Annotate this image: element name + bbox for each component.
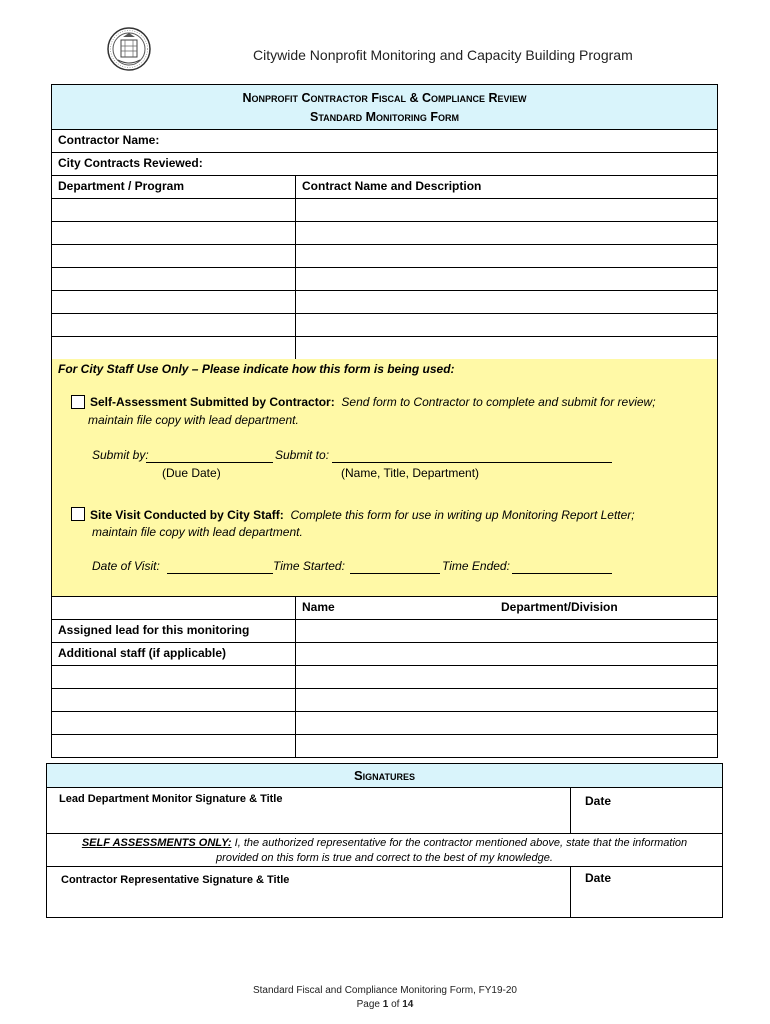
contractor-name-label: Contractor Name:: [58, 133, 160, 147]
date-of-visit-field[interactable]: [167, 573, 273, 574]
col-department-program: Department / Program: [52, 176, 296, 198]
assigned-lead-row: [52, 620, 717, 643]
self-only-label: SELF ASSESSMENTS ONLY:: [81, 837, 232, 849]
contract-description-cell[interactable]: [296, 314, 717, 336]
page-prefix: Page: [356, 999, 383, 1010]
signatures-title: Signatures: [47, 764, 722, 788]
monitoring-form: [51, 84, 718, 758]
staff-empty-row: [52, 735, 717, 757]
staff-header-cols: [296, 597, 717, 619]
page-current: 1: [382, 999, 389, 1010]
contract-row: [52, 337, 717, 359]
option1-text: Send form to Contractor to complete and submit for review;: [341, 395, 656, 409]
contracts-header-row: [52, 176, 717, 199]
time-started-field[interactable]: [350, 573, 440, 574]
staff-empty-cell[interactable]: [52, 735, 296, 757]
city-contracts-label: City Contracts Reviewed:: [58, 156, 203, 170]
statement-line2: provided on this form is true and correct to the best of my knowledge.: [216, 852, 553, 864]
time-started-label: Time Started:: [273, 559, 345, 573]
option2-label: Site Visit Conducted by City Staff:: [90, 508, 284, 522]
time-ended-field[interactable]: [512, 573, 612, 574]
site-visit-checkbox[interactable]: [71, 507, 85, 521]
date-of-visit-label: Date of Visit:: [92, 559, 160, 573]
staff-empty-cell[interactable]: [52, 689, 296, 711]
form-title-line2: Standard Monitoring Form: [310, 110, 459, 124]
contract-department-cell[interactable]: [52, 337, 296, 359]
contractor-signature-field[interactable]: [47, 867, 571, 917]
additional-staff-row: [52, 643, 717, 666]
staff-empty-cell[interactable]: [296, 666, 717, 688]
contractor-signature-row: [47, 867, 722, 917]
signatures-section: [46, 763, 723, 918]
additional-staff-field[interactable]: [296, 643, 717, 665]
staff-use-section: [52, 359, 717, 597]
contractor-date-label: Date: [585, 871, 612, 885]
additional-staff-label: Additional staff (if applicable): [52, 643, 296, 665]
contractor-date-field[interactable]: [571, 867, 722, 917]
contractor-signature-label: Contractor Representative Signature & Title: [61, 874, 290, 886]
contract-row: [52, 199, 717, 222]
city-seal-icon: [106, 24, 152, 74]
contract-department-cell[interactable]: [52, 245, 296, 267]
contract-department-cell[interactable]: [52, 268, 296, 290]
time-ended-label: Time Ended:: [442, 559, 510, 573]
statement-line1: I, the authorized representative for the contractor mentioned above, state that the information: [231, 837, 688, 849]
staff-header-blank: [52, 597, 296, 619]
contractor-name-row[interactable]: [52, 130, 717, 153]
lead-date-label: Date: [585, 794, 612, 808]
contract-row: [52, 245, 717, 268]
footer-page-number: [0, 999, 770, 1010]
col-name: Name: [302, 600, 335, 614]
city-contracts-row[interactable]: [52, 153, 717, 176]
col-contract-name: Contract Name and Description: [302, 179, 482, 193]
contract-row: [52, 314, 717, 337]
staff-header-row: [52, 597, 717, 620]
footer-form-name: Standard Fiscal and Compliance Monitoring Form, FY19-20: [252, 985, 517, 996]
form-title-line1: Nonprofit Contractor Fiscal & Compliance Review: [242, 91, 527, 105]
contract-row: [52, 291, 717, 314]
staff-empty-row: [52, 689, 717, 712]
contract-description-cell[interactable]: [296, 291, 717, 313]
submit-to-field[interactable]: [332, 462, 612, 463]
col-department-division: Department/Division: [501, 600, 618, 614]
staff-empty-cell[interactable]: [52, 712, 296, 734]
staff-empty-cell[interactable]: [52, 666, 296, 688]
form-title: [52, 85, 717, 130]
lead-signature-field[interactable]: [47, 788, 571, 833]
option2-text2: maintain file copy with lead department.: [92, 525, 303, 539]
contract-description-cell[interactable]: [296, 199, 717, 221]
page-of: of: [388, 999, 403, 1010]
lead-signature-row: [47, 788, 722, 834]
contract-description-cell[interactable]: [296, 245, 717, 267]
option2-text: Complete this form for use in writing up Monitoring Report Letter;: [290, 508, 635, 522]
contract-row: [52, 222, 717, 245]
self-assessment-statement: [47, 834, 722, 867]
due-date-hint: (Due Date): [162, 466, 221, 480]
lead-date-field[interactable]: [571, 788, 722, 833]
staff-empty-row: [52, 712, 717, 735]
contract-description-cell[interactable]: [296, 337, 717, 359]
option1-text2: maintain file copy with lead department.: [88, 413, 299, 427]
contract-department-cell[interactable]: [52, 291, 296, 313]
submit-by-label: Submit by:: [92, 448, 149, 462]
contract-department-cell[interactable]: [52, 314, 296, 336]
option1-label: Self-Assessment Submitted by Contractor:: [90, 395, 335, 409]
staff-empty-cell[interactable]: [296, 735, 717, 757]
assigned-lead-label: Assigned lead for this monitoring: [52, 620, 296, 642]
assigned-lead-field[interactable]: [296, 620, 717, 642]
page-total: 14: [402, 999, 414, 1010]
contract-description-cell[interactable]: [296, 222, 717, 244]
staff-empty-cell[interactable]: [296, 689, 717, 711]
contract-department-cell[interactable]: [52, 199, 296, 221]
contract-department-cell[interactable]: [52, 222, 296, 244]
self-assessment-checkbox[interactable]: [71, 395, 85, 409]
program-title: Citywide Nonprofit Monitoring and Capacity Building Program: [253, 47, 633, 63]
submit-to-label: Submit to:: [275, 448, 330, 462]
submit-by-field[interactable]: [146, 462, 273, 463]
staff-empty-cell[interactable]: [296, 712, 717, 734]
lead-signature-label: Lead Department Monitor Signature & Title: [59, 793, 283, 805]
staff-use-title: For City Staff Use Only – Please indicate how this form is being used:: [58, 362, 455, 376]
staff-empty-row: [52, 666, 717, 689]
contract-description-cell[interactable]: [296, 268, 717, 290]
name-title-dept-hint: (Name, Title, Department): [341, 466, 480, 480]
contract-row: [52, 268, 717, 291]
